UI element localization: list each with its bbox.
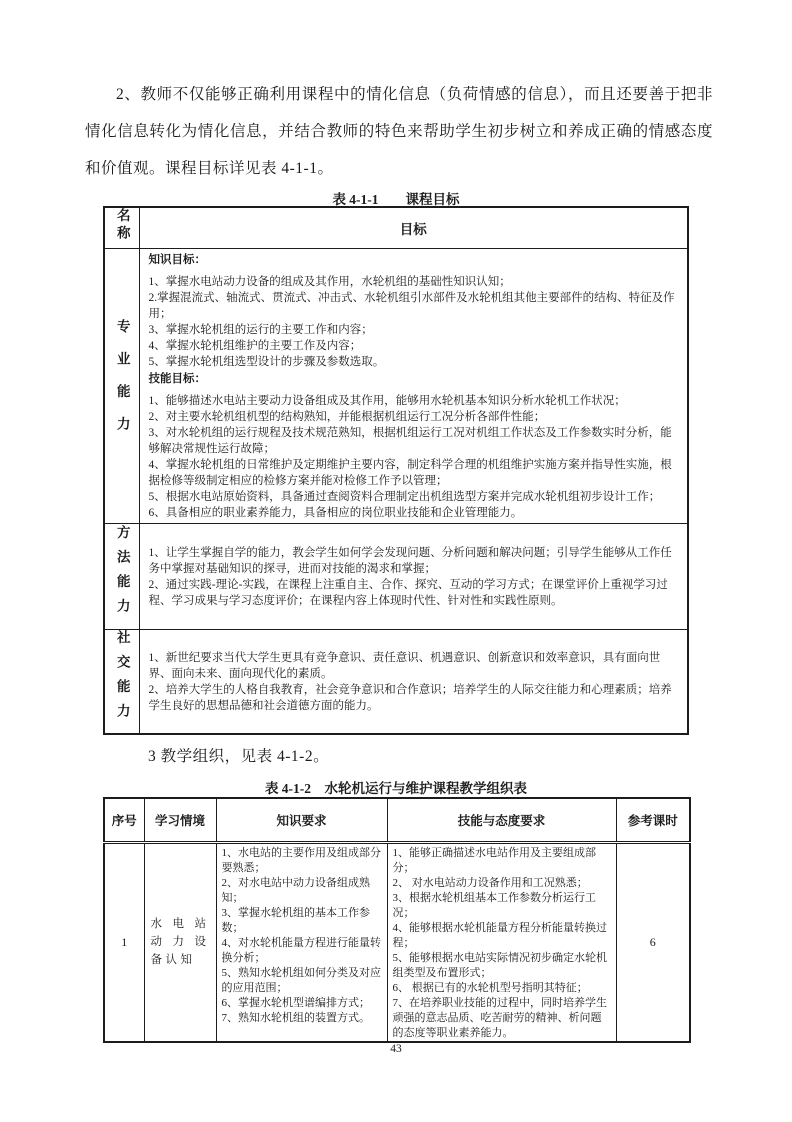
list-item: 7、熟知水轮机组的装置方式。 [221, 1011, 370, 1024]
list-item: 2、对主要水轮机组机型的结构熟知，并能根据机组运行工况分析各部件性能； [148, 410, 546, 423]
method-ability-goals [139, 523, 688, 629]
skill-goals-list [149, 393, 680, 521]
knowledge-goals-heading: 知识目标： [148, 253, 206, 266]
list-item: 4、掌握水轮机组的日常维护及定期维护主要内容，制定科学合理的机组维护实施方案并指导性实施，根据检修等级制定相应的检修方案并能对检修工作予以管理； [148, 458, 672, 487]
row1-skill-attitude-requirements [387, 842, 616, 1042]
page-number: 43 [390, 1043, 402, 1055]
row1-learning-situation: 水电站动力设备认知 [144, 842, 216, 1042]
knowledge-goals-list [149, 274, 680, 370]
method-ability-label-cell [104, 523, 139, 629]
list-item: 6、掌握水轮机型谱编排方式； [221, 996, 370, 1009]
method-ability-label: 方法能力 [114, 525, 130, 623]
list-item: 3、根据水轮机组基本工作参数分析运行工况； [392, 891, 596, 919]
list-item: 5、根据水电站原始资料，具备通过查阅资料合理制定出机组选型方案并完成水轮机组初步设计工作； [148, 490, 661, 503]
intro-paragraph: 2、教师不仅能够正确利用课程中的情化信息（负荷情感的信息），而且还要善于把非情化信息转化为情化信息，并结合教师的特色来帮助学生初步树立和养成正确的情感态度和价值观。课程目标详见表 4-1-1。 [85, 86, 713, 177]
professional-ability-label: 专业能力 [114, 318, 130, 449]
list-item: 5、能够根据水电站实际情况初步确定水轮机组类型及布置形式； [392, 951, 607, 979]
header-knowledge-requirements: 知识要求 [216, 798, 387, 842]
table1-header-goal: 目标 [139, 207, 688, 248]
teaching-organization-line: 3 教学组织，见表 4-1-2。 [148, 748, 330, 765]
table2-row-1 [104, 842, 690, 1042]
header-reference-hours: 参考课时 [616, 798, 690, 842]
professional-ability-goals [139, 248, 688, 523]
list-item: 6、具备相应的职业素养能力，具备相应的岗位职业技能和企业管理能力。 [148, 506, 523, 519]
social-ability-label: 社交能力 [114, 630, 130, 729]
social-ability-label-cell [104, 629, 139, 734]
header-index: 序号 [104, 798, 144, 842]
table2-header-row [104, 798, 690, 842]
list-item: 2、通过实践-理论-实践，在课程上注重自主、合作、探究、互动的学习方式；在课堂评价上重视学习过程、学习成果与学习态度评价；在课程内容上体现时代性、针对性和实践性原则。 [148, 578, 668, 607]
list-item: 4、对水轮机能量方程进行能量转换分析； [221, 936, 381, 964]
list-item: 4、能够根据水轮机能量方程分析能量转换过程； [392, 921, 607, 949]
table1-row-method [104, 523, 688, 629]
list-item: 1、水电站的主要作用及组成部分要熟悉； [221, 846, 381, 874]
list-item: 2、对水电站中动力设备组成熟知； [221, 876, 370, 904]
course-objectives-table [103, 206, 689, 735]
table1-row-professional [104, 248, 688, 523]
table1-title: 表 4-1-1 课程目标 [332, 192, 460, 207]
row1-knowledge-requirements [216, 842, 387, 1042]
list-item: 5、掌握水轮机组选型设计的步骤及参数选取。 [148, 355, 385, 368]
professional-ability-label-cell [104, 248, 139, 523]
row1-index: 1 [104, 842, 144, 1042]
list-item: 3、对水轮机组的运行规程及技术规范熟知，根据机组运行工况对机组工作状态及工作参数实时分析，能够解决常规性运行故障； [148, 426, 672, 455]
list-item: 6、 根据已有的水轮机型号指明其特征； [392, 981, 588, 994]
social-goals-list [149, 650, 680, 714]
table1-row-social [104, 629, 688, 734]
header-skill-attitude-requirements: 技能与态度要求 [387, 798, 616, 842]
social-ability-goals [139, 629, 688, 734]
list-item: 3、掌握水轮机组的运行的主要工作和内容； [148, 323, 373, 336]
table2-title: 表 4-1-2 水轮机运行与维护课程教学组织表 [264, 781, 528, 796]
list-item: 2.掌握混流式、轴流式、贯流式、冲击式、水轮机组引水部件及水轮机组其他主要部件的结构、特征及作用； [148, 291, 675, 320]
list-item: 1、掌握水电站动力设备的组成及其作用，水轮机组的基础性知识认知； [148, 275, 511, 288]
header-learning-situation: 学习情境 [144, 798, 216, 842]
list-item: 1、新世纪要求当代大学生更具有竞争意识、责任意识、机遇意识、创新意识和效率意识，具有面向世界、面向未来、面向现代化的素质。 [148, 651, 661, 680]
skill-goals-heading: 技能目标： [148, 372, 206, 385]
table1-header-name-label: 名称 [114, 208, 130, 244]
list-item: 5、熟知水轮机组如何分类及对应的应用范围； [221, 966, 381, 994]
list-item: 4、掌握水轮机组维护的主要工作及内容； [148, 339, 362, 352]
method-goals-list [149, 545, 680, 609]
row1-reference-hours: 6 [616, 842, 690, 1042]
list-item: 1、让学生掌握自学的能力，教会学生如何学会发现问题、分析问题和解决问题；引导学生能够从工作任务中掌握对基础知识的探寻，进而对技能的渴求和掌握； [148, 546, 672, 575]
list-item: 2、 对水电站动力设备作用和工况熟悉； [392, 876, 588, 889]
list-item: 1、能够描述水电站主要动力设备组成及其作用，能够用水轮机基本知识分析水轮机工作状况； [148, 394, 626, 407]
list-item: 1、能够正确描述水电站作用及主要组成部分； [392, 846, 596, 874]
list-item: 2、培养大学生的人格自我教育，社会竞争意识和合作意识；培养学生的人际交往能力和心理素质；培养学生良好的思想品德和社会道德方面的能力。 [148, 683, 672, 712]
list-item: 3、掌握水轮机组的基本工作参数； [221, 906, 370, 934]
table1-header-name [104, 207, 139, 248]
list-item: 7、在培养职业技能的过程中，同时培养学生顽强的意志品质、吃苦耐劳的精神、析问题的态度等职业素养能力。 [392, 996, 607, 1039]
table1-header-row [104, 207, 688, 248]
teaching-organization-table [103, 797, 691, 1043]
